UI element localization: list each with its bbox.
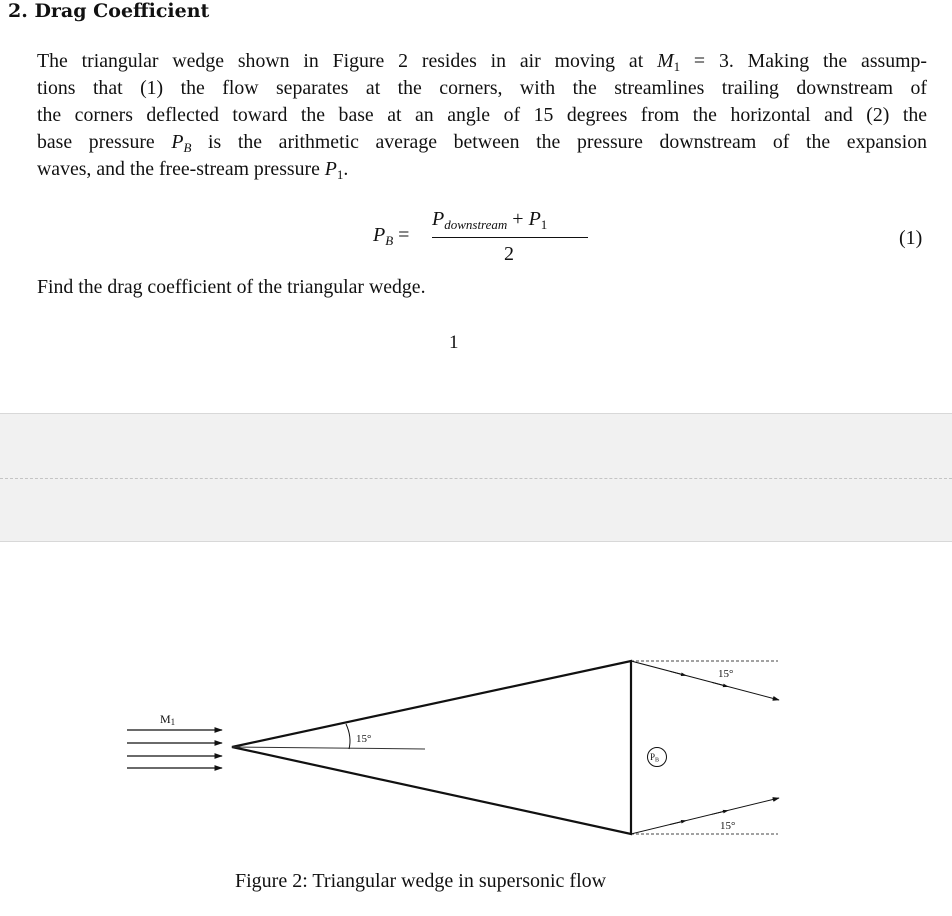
nose-angle-label: 15° (356, 733, 372, 745)
equation-numerator: $P_{downstream} + P_1$ (432, 208, 548, 232)
page-number: 1 (449, 332, 459, 353)
equation-denominator: 2 (504, 243, 514, 265)
lower-streamline (631, 798, 779, 834)
question-text: Find the drag coefficient of the triangular wedge. (37, 276, 426, 298)
figure-caption: Figure 2: Triangular wedge in supersonic flow (235, 870, 607, 892)
problem-line-5: waves, and the free-stream pressure $P_1$. (37, 158, 349, 182)
problem-line-1: The triangular wedge shown in Figure 2 resides in air moving at $M_1 = 3$. Making the assump- (37, 50, 927, 74)
upper-angle-label: 15° (718, 668, 734, 680)
lower-angle-label: 15° (720, 820, 736, 832)
equation-lhs: $P_B$ = (373, 224, 410, 248)
upper-streamline-arrow (712, 682, 726, 686)
lower-streamline-arrow (670, 821, 684, 824)
upper-streamline (631, 661, 779, 700)
problem-line-2: tions that (1) the flow separates at the corners, with the streamlines trailing downstream of (37, 77, 927, 99)
wedge-centerline (232, 747, 425, 749)
lower-streamline-arrow (712, 811, 726, 814)
nose-angle-arc (346, 724, 350, 749)
problem-line-3: the corners deflected toward the base at an angle of 15 degrees from the horizontal and (2) the (37, 104, 927, 126)
problem-line-4: base pressure $P_B$ is the arithmetic average between the pressure downstream of the expansion (37, 131, 927, 155)
base-pressure-label: PB (650, 752, 660, 764)
mach-label: M1 (160, 712, 176, 727)
freestream-arrows (127, 730, 222, 768)
equation-number: (1) (899, 227, 923, 249)
upper-streamline-arrow (670, 671, 684, 675)
section-heading: 2. Drag Coefficient (8, 0, 210, 22)
